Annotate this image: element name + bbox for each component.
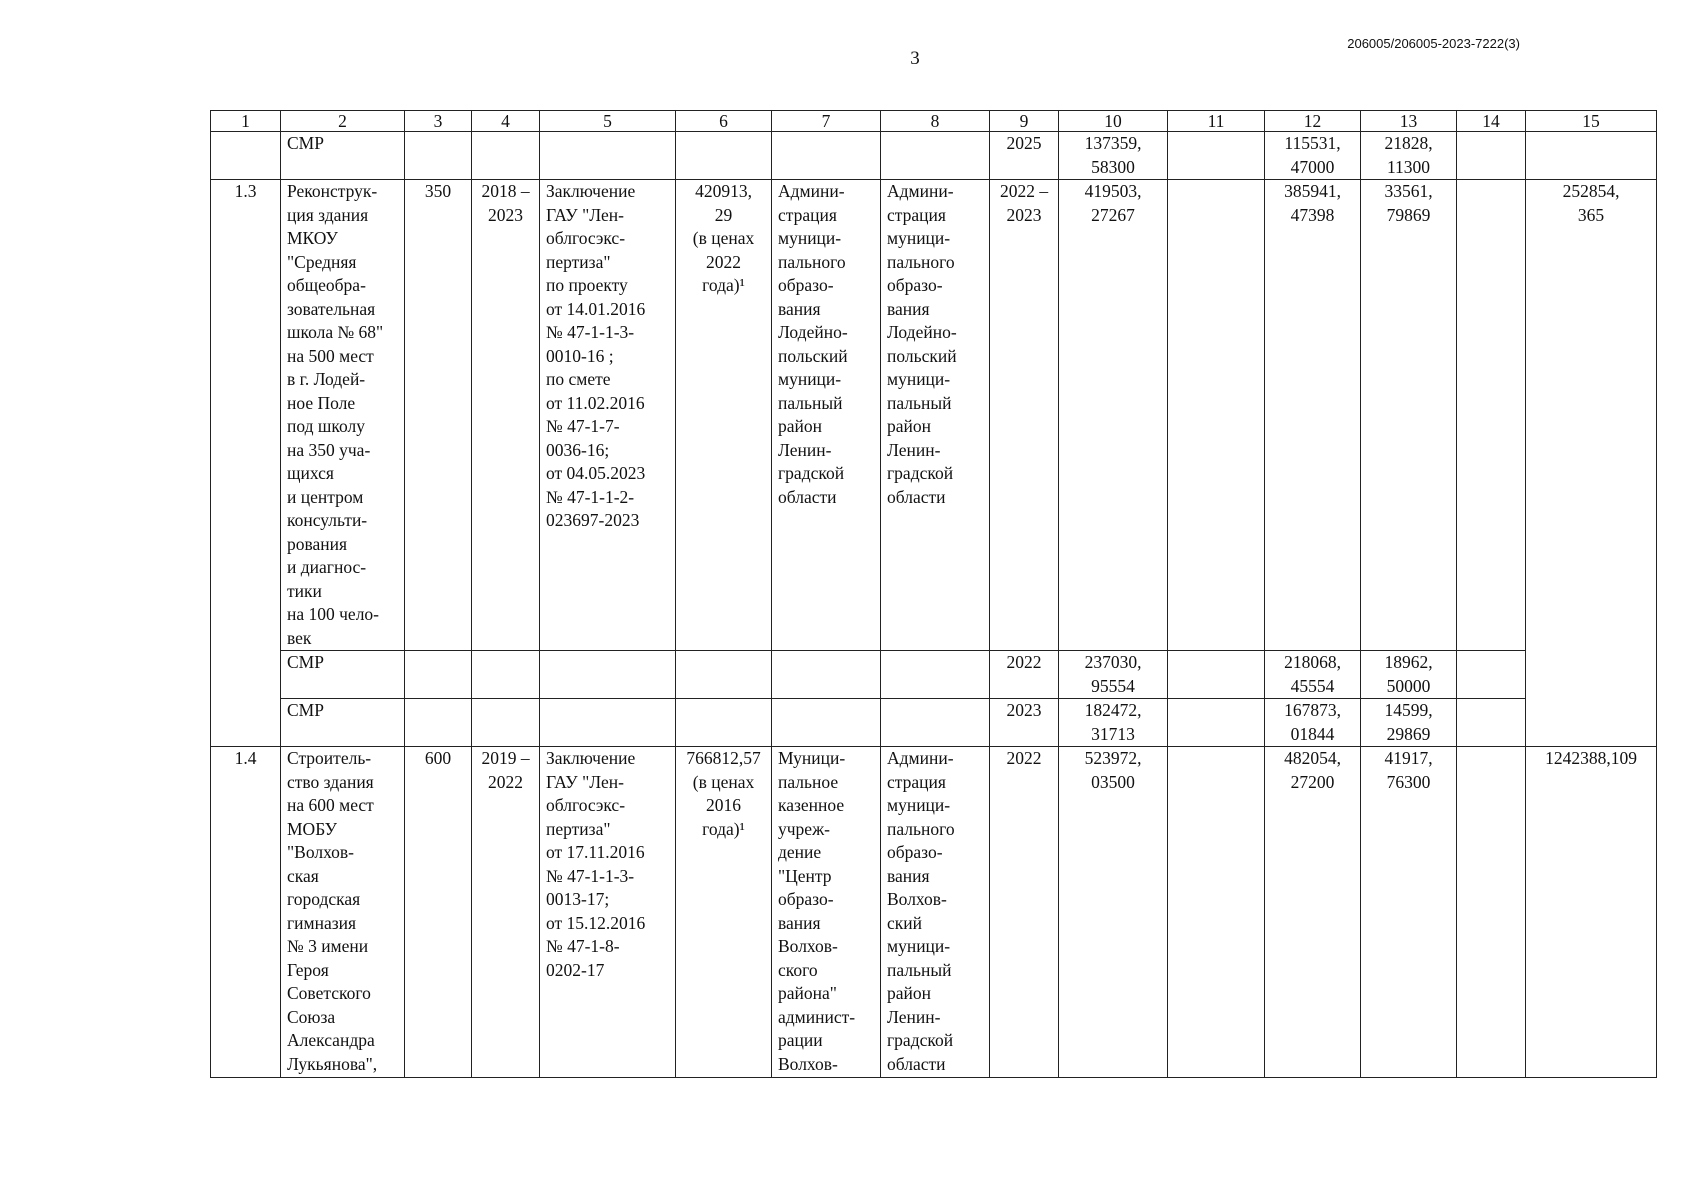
- cell-total: 237030, 95554: [1059, 651, 1168, 699]
- cell-empty: [1457, 747, 1526, 1078]
- cell-empty: [1168, 651, 1265, 699]
- data-table: [210, 110, 1657, 1078]
- cell-empty: [211, 132, 281, 180]
- cell-total: 523972, 03500: [1059, 747, 1168, 1078]
- cell-empty: [1457, 699, 1526, 747]
- table-row: [211, 699, 1657, 747]
- cell-period: 2019 – 2022: [472, 747, 540, 1078]
- col-num-10: 10: [1059, 111, 1168, 132]
- col-num-4: 4: [472, 111, 540, 132]
- cell-local: 18962, 50000: [1361, 651, 1457, 699]
- cell-regional: 167873, 01844: [1265, 699, 1361, 747]
- col-num-3: 3: [405, 111, 472, 132]
- cell-estimated-cost: 420913, 29 (в ценах 2022 года)¹: [676, 180, 772, 651]
- cell-empty: [405, 651, 472, 699]
- cell-year: 2022: [990, 747, 1059, 1078]
- col-num-8: 8: [881, 111, 990, 132]
- cell-empty: [1457, 132, 1526, 180]
- table-row: [211, 651, 1657, 699]
- cell-balance: 252854, 365: [1526, 180, 1657, 747]
- cell-year: 2025: [990, 132, 1059, 180]
- cell-expertise: Заключение ГАУ "Лен- облгосэкс- пертиза" по проекту от 14.01.2016 № 47-1-1-3- 0010-16 ; по смете от 11.02.2016 № 47-1-7- 0036-16; от 04.05.2023 № 47-1-1-2- 023697-2023: [540, 180, 676, 651]
- col-num-15: 15: [1526, 111, 1657, 132]
- cell-object: Реконструк- ция здания МКОУ "Средняя общеобра- зовательная школа № 68" на 500 мест в г. Лодей- ное Поле под школу на 350 уча- щихся и центром консульти- рования и диагнос- тики на 100 чело- век: [281, 180, 405, 651]
- cell-object: СМР: [281, 651, 405, 699]
- cell-empty: [676, 651, 772, 699]
- cell-owner: Админи- страция муници- пального образо- вания Лодейно- польский муници- пальный район Ленин- градской области: [881, 180, 990, 651]
- cell-empty: [881, 132, 990, 180]
- cell-expertise: Заключение ГАУ "Лен- облгосэкс- пертиза" от 17.11.2016 № 47-1-1-3- 0013-17; от 15.12.2016 № 47-1-8- 0202-17: [540, 747, 676, 1078]
- cell-empty: [1526, 132, 1657, 180]
- table-row: [211, 747, 1657, 1078]
- cell-empty: [540, 132, 676, 180]
- cell-empty: [772, 132, 881, 180]
- table-row: [211, 132, 1657, 180]
- cell-empty: [676, 699, 772, 747]
- cell-local: 33561, 79869: [1361, 180, 1457, 651]
- column-number-row: [211, 111, 1657, 132]
- cell-object: СМР: [281, 132, 405, 180]
- cell-empty: [405, 132, 472, 180]
- cell-regional: 482054, 27200: [1265, 747, 1361, 1078]
- cell-empty: [1168, 699, 1265, 747]
- cell-regional: 115531, 47000: [1265, 132, 1361, 180]
- cell-row-number: 1.4: [211, 747, 281, 1078]
- cell-total: 419503, 27267: [1059, 180, 1168, 651]
- cell-total: 137359, 58300: [1059, 132, 1168, 180]
- cell-empty: [540, 699, 676, 747]
- cell-empty: [881, 699, 990, 747]
- document-id: 206005/206005-2023-7222(3): [1347, 36, 1520, 51]
- col-num-2: 2: [281, 111, 405, 132]
- cell-capacity: 600: [405, 747, 472, 1078]
- cell-empty: [1168, 180, 1265, 651]
- cell-empty: [1168, 747, 1265, 1078]
- col-num-1: 1: [211, 111, 281, 132]
- cell-empty: [472, 132, 540, 180]
- cell-empty: [676, 132, 772, 180]
- page-number: 3: [910, 48, 920, 69]
- table-row: [211, 180, 1657, 651]
- cell-empty: [881, 651, 990, 699]
- cell-empty: [772, 651, 881, 699]
- cell-empty: [540, 651, 676, 699]
- cell-owner: Админи- страция муници- пального образо- вания Волхов- ский муници- пальный район Ленин- градской области: [881, 747, 990, 1078]
- col-num-12: 12: [1265, 111, 1361, 132]
- col-num-7: 7: [772, 111, 881, 132]
- cell-empty: [772, 699, 881, 747]
- col-num-6: 6: [676, 111, 772, 132]
- cell-empty: [1457, 180, 1526, 651]
- col-num-13: 13: [1361, 111, 1457, 132]
- cell-year: 2022 – 2023: [990, 180, 1059, 651]
- cell-year: 2023: [990, 699, 1059, 747]
- cell-customer: Муници- пальное казенное учреж- дение "Центр образо- вания Волхов- ского района" админист- рации Волхов-: [772, 747, 881, 1078]
- cell-empty: [472, 699, 540, 747]
- cell-estimated-cost: 766812,57 (в ценах 2016 года)¹: [676, 747, 772, 1078]
- cell-customer: Админи- страция муници- пального образо- вания Лодейно- польский муници- пальный район Ленин- градской области: [772, 180, 881, 651]
- cell-object: СМР: [281, 699, 405, 747]
- cell-period: 2018 – 2023: [472, 180, 540, 651]
- cell-empty: [405, 699, 472, 747]
- cell-row-number: 1.3: [211, 180, 281, 747]
- cell-year: 2022: [990, 651, 1059, 699]
- col-num-5: 5: [540, 111, 676, 132]
- cell-regional: 218068, 45554: [1265, 651, 1361, 699]
- cell-empty: [1457, 651, 1526, 699]
- cell-regional: 385941, 47398: [1265, 180, 1361, 651]
- cell-capacity: 350: [405, 180, 472, 651]
- col-num-9: 9: [990, 111, 1059, 132]
- col-num-11: 11: [1168, 111, 1265, 132]
- cell-local: 41917, 76300: [1361, 747, 1457, 1078]
- cell-empty: [472, 651, 540, 699]
- cell-object: Строитель- ство здания на 600 мест МОБУ "Волхов- ская городская гимназия № 3 имени Героя Советского Союза Александра Лукьянова",: [281, 747, 405, 1078]
- cell-total: 182472, 31713: [1059, 699, 1168, 747]
- cell-local: 14599, 29869: [1361, 699, 1457, 747]
- cell-balance: 1242388,109: [1526, 747, 1657, 1078]
- cell-empty: [1168, 132, 1265, 180]
- cell-local: 21828, 11300: [1361, 132, 1457, 180]
- col-num-14: 14: [1457, 111, 1526, 132]
